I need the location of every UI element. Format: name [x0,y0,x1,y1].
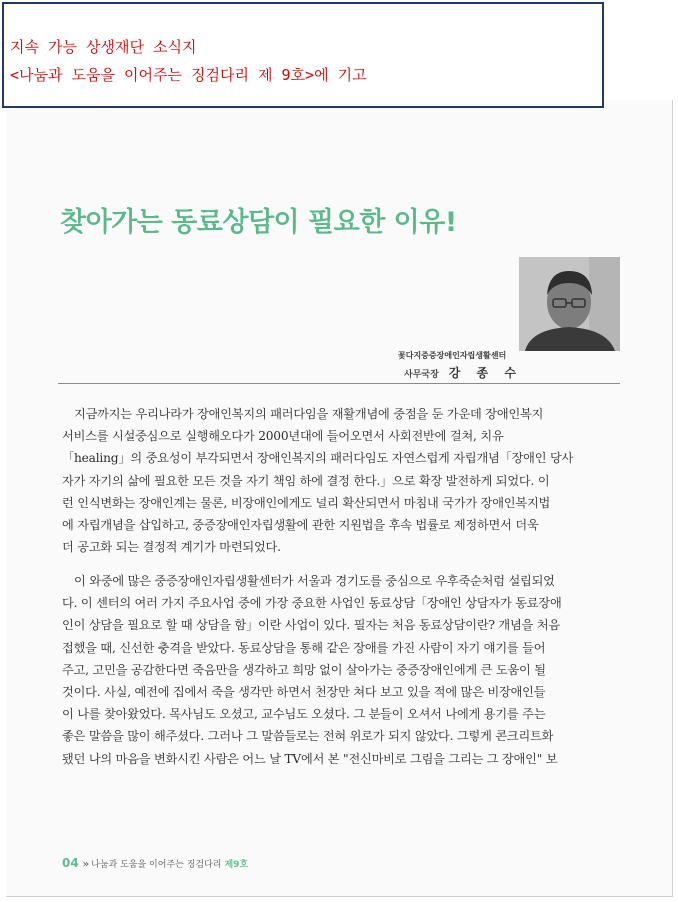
footer-issue-number: 제9호 [224,860,249,870]
paragraph-line: 다. 이 센터의 여러 가지 주요사업 중에 가장 중요한 사업인 동료상담「장애인 상담자가 동료장애 [62,596,562,611]
author-organization: 꽃다지중증장애인자립생활센터 [398,351,507,360]
paragraph-line: 것이다. 사실, 예전에 집에서 죽을 생각만 하면서 천장만 쳐다 보고 있을 적에 많은 비장애인들 [62,685,546,700]
footer-arrow-icon: » [82,859,90,870]
paragraph-line: 접했을 때, 신선한 충격을 받았다. 동료상담을 통해 같은 장애를 가진 사람이 자기 얘기를 들어 [62,640,546,655]
author-name: 강 종 수 [448,366,522,380]
paragraph-line: 이 나를 찾아왔었다. 목사님도 오셨고, 교수님도 오셨다. 그 분들이 오셔서 나에게 용기를 주는 [62,707,546,722]
paragraph-line: 「healing」의 중요성이 부각되면서 장애인복지의 패러다임도 자연스럽게 자립개념「장애인 당사 [62,451,574,466]
footer-publication-title: 나눔과 도움을 이어주는 징검다리 [91,860,222,870]
paragraph-2 [62,570,622,770]
author-role: 사무국장 [404,370,439,380]
paragraph-line: 에 자립개념을 삽입하고, 중증장애인자립생활에 관한 지원법을 후속 법률로 제정하면서 더욱 [62,518,539,533]
paragraph-line: 됐던 나의 마음을 변화시킨 사람은 어느 날 TV에서 본 "전신마비로 그림을 그리는 그 장애인" 보 [62,751,558,766]
paragraph-line: 더 공고화 되는 결정적 계기가 마련되었다. [62,540,281,555]
header-line-1: 지속 가능 상생재단 소식지 [10,38,197,56]
paragraph-line: 지금까지는 우리나라가 장애인복지의 패러다임을 재활개념에 중점을 둔 가운데 장애인복지 [74,407,544,421]
paragraph-line: 런 인식변화는 장애인계는 물론, 비장애인에게도 널리 확산되면서 마침내 국가가 장애인복지법 [62,495,551,510]
paragraph-line: 이 와중에 많은 중증장애인자립생활센터가 서울과 경기도를 중심으로 우후죽순처럼 설립되었 [74,574,555,588]
page-footer [62,852,248,871]
author-photo [519,257,620,351]
paragraph-line: 주고, 고민을 공감한다면 죽음만을 생각하고 희망 없이 살아가는 중증장애인에게 큰 도움이 될 [62,662,546,677]
author-byline [404,362,522,381]
article-title: 찾아가는 동료상담이 필요한 이유! [60,207,457,238]
paragraph-line: 서비스를 시설중심으로 실행해오다가 2000년대에 들어오면서 사회전반에 걸쳐, 치유 [62,429,504,444]
paragraph-line: 자가 자기의 삶에 필요한 모든 것을 자기 책임 하에 결정 한다.」으로 확장 발전하게 되었다. 이 [62,473,550,488]
header-box [2,2,604,108]
header-line-2: <나눔과 도움을 이어주는 징검다리 제 9호>에 기고 [10,66,367,84]
paragraph-1 [62,403,622,558]
page-number: 04 [62,856,79,870]
paragraph-line: 인이 상담을 필요로 할 때 상담을 함」이란 사업이 있다. 필자는 처음 동료상담이란? 개념을 처음 [62,618,560,633]
divider-rule [58,383,620,384]
author-portrait-icon [519,257,620,351]
paragraph-line: 좋은 말씀을 많이 해주셨다. 그러나 그 말씀들로는 전혀 위로가 되지 않았다. 그렇게 콘크리트화 [62,729,554,744]
